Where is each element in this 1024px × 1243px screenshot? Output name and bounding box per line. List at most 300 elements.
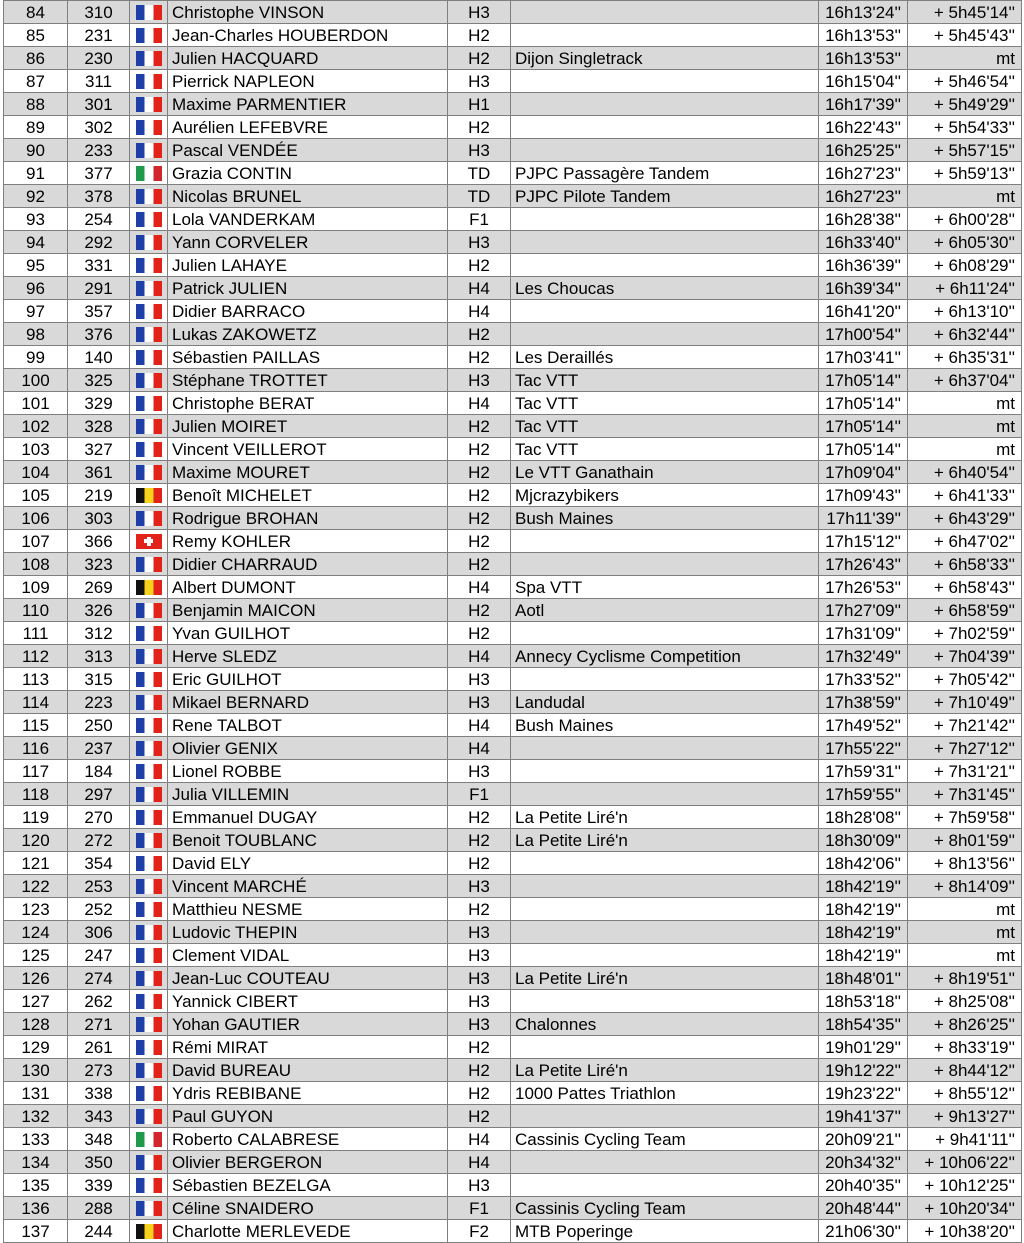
bib-cell: 233 bbox=[68, 139, 130, 162]
rider-name-cell: Yvan GUILHOT bbox=[168, 622, 448, 645]
category-cell: H4 bbox=[448, 300, 511, 323]
table-row bbox=[4, 921, 1022, 944]
time-cell: 16h41'20'' bbox=[819, 300, 908, 323]
time-cell: 18h28'08'' bbox=[819, 806, 908, 829]
club-cell bbox=[511, 875, 819, 898]
flag-cell bbox=[130, 944, 168, 967]
rank-cell: 112 bbox=[4, 645, 68, 668]
gap-cell: + 5h45'43'' bbox=[908, 24, 1022, 47]
rider-name-cell: Herve SLEDZ bbox=[168, 645, 448, 668]
gap-cell: + 7h21'42'' bbox=[908, 714, 1022, 737]
table-row bbox=[4, 93, 1022, 116]
flag-fr-icon bbox=[136, 1017, 162, 1032]
rank-cell: 116 bbox=[4, 737, 68, 760]
bib-cell: 223 bbox=[68, 691, 130, 714]
time-cell: 18h42'19'' bbox=[819, 875, 908, 898]
club-cell bbox=[511, 921, 819, 944]
time-cell: 17h49'52'' bbox=[819, 714, 908, 737]
club-cell bbox=[511, 254, 819, 277]
table-row bbox=[4, 24, 1022, 47]
bib-cell: 354 bbox=[68, 852, 130, 875]
flag-fr-icon bbox=[136, 442, 162, 457]
flag-fr-icon bbox=[136, 971, 162, 986]
bib-cell: 306 bbox=[68, 921, 130, 944]
bib-cell: 348 bbox=[68, 1128, 130, 1151]
rider-name-cell: Didier CHARRAUD bbox=[168, 553, 448, 576]
rider-name-cell: Yannick CIBERT bbox=[168, 990, 448, 1013]
club-cell bbox=[511, 760, 819, 783]
bib-cell: 244 bbox=[68, 1220, 130, 1243]
table-row bbox=[4, 438, 1022, 461]
category-cell: H3 bbox=[448, 1, 511, 24]
category-cell: H3 bbox=[448, 70, 511, 93]
flag-be-icon bbox=[136, 580, 162, 595]
rider-name-cell: David ELY bbox=[168, 852, 448, 875]
rank-cell: 95 bbox=[4, 254, 68, 277]
flag-fr-icon bbox=[136, 74, 162, 89]
flag-cell bbox=[130, 438, 168, 461]
time-cell: 17h05'14'' bbox=[819, 438, 908, 461]
club-cell: La Petite Liré'n bbox=[511, 829, 819, 852]
flag-cell bbox=[130, 323, 168, 346]
rider-name-cell: David BUREAU bbox=[168, 1059, 448, 1082]
flag-fr-icon bbox=[136, 718, 162, 733]
flag-fr-icon bbox=[136, 419, 162, 434]
table-row bbox=[4, 553, 1022, 576]
flag-fr-icon bbox=[136, 994, 162, 1009]
gap-cell: + 6h41'33'' bbox=[908, 484, 1022, 507]
rider-name-cell: Christophe BERAT bbox=[168, 392, 448, 415]
rider-name-cell: Mikael BERNARD bbox=[168, 691, 448, 714]
rank-cell: 117 bbox=[4, 760, 68, 783]
time-cell: 16h27'23'' bbox=[819, 185, 908, 208]
bib-cell: 292 bbox=[68, 231, 130, 254]
flag-cell bbox=[130, 852, 168, 875]
bib-cell: 274 bbox=[68, 967, 130, 990]
flag-cell bbox=[130, 24, 168, 47]
bib-cell: 291 bbox=[68, 277, 130, 300]
gap-cell: + 8h44'12'' bbox=[908, 1059, 1022, 1082]
bib-cell: 366 bbox=[68, 530, 130, 553]
rider-name-cell: Vincent VEILLEROT bbox=[168, 438, 448, 461]
table-row bbox=[4, 645, 1022, 668]
rank-cell: 108 bbox=[4, 553, 68, 576]
category-cell: H3 bbox=[448, 967, 511, 990]
club-cell: Cassinis Cycling Team bbox=[511, 1128, 819, 1151]
bib-cell: 323 bbox=[68, 553, 130, 576]
time-cell: 18h48'01'' bbox=[819, 967, 908, 990]
club-cell bbox=[511, 323, 819, 346]
gap-cell: + 8h33'19'' bbox=[908, 1036, 1022, 1059]
table-row bbox=[4, 668, 1022, 691]
time-cell: 21h06'30'' bbox=[819, 1220, 908, 1243]
table-row bbox=[4, 415, 1022, 438]
gap-cell: + 8h55'12'' bbox=[908, 1082, 1022, 1105]
flag-fr-icon bbox=[136, 281, 162, 296]
club-cell bbox=[511, 70, 819, 93]
flag-fr-icon bbox=[136, 1086, 162, 1101]
bib-cell: 303 bbox=[68, 507, 130, 530]
gap-cell: + 10h06'22'' bbox=[908, 1151, 1022, 1174]
rank-cell: 100 bbox=[4, 369, 68, 392]
bib-cell: 262 bbox=[68, 990, 130, 1013]
bib-cell: 219 bbox=[68, 484, 130, 507]
rank-cell: 104 bbox=[4, 461, 68, 484]
club-cell bbox=[511, 553, 819, 576]
club-cell bbox=[511, 1, 819, 24]
rank-cell: 115 bbox=[4, 714, 68, 737]
rider-name-cell: Benjamin MAICON bbox=[168, 599, 448, 622]
table-row bbox=[4, 139, 1022, 162]
gap-cell: + 5h54'33'' bbox=[908, 116, 1022, 139]
rider-name-cell: Emmanuel DUGAY bbox=[168, 806, 448, 829]
flag-cell bbox=[130, 300, 168, 323]
flag-cell bbox=[130, 622, 168, 645]
flag-fr-icon bbox=[136, 948, 162, 963]
category-cell: TD bbox=[448, 185, 511, 208]
rider-name-cell: Patrick JULIEN bbox=[168, 277, 448, 300]
club-cell: PJPC Pilote Tandem bbox=[511, 185, 819, 208]
table-row bbox=[4, 277, 1022, 300]
rider-name-cell: Albert DUMONT bbox=[168, 576, 448, 599]
club-cell: Bush Maines bbox=[511, 714, 819, 737]
bib-cell: 184 bbox=[68, 760, 130, 783]
rank-cell: 113 bbox=[4, 668, 68, 691]
time-cell: 16h13'53'' bbox=[819, 47, 908, 70]
category-cell: H2 bbox=[448, 323, 511, 346]
time-cell: 16h28'38'' bbox=[819, 208, 908, 231]
bib-cell: 269 bbox=[68, 576, 130, 599]
flag-fr-icon bbox=[136, 557, 162, 572]
rider-name-cell: Charlotte MERLEVEDE bbox=[168, 1220, 448, 1243]
rider-name-cell: Vincent MARCHÉ bbox=[168, 875, 448, 898]
gap-cell: mt bbox=[908, 921, 1022, 944]
flag-cell bbox=[130, 668, 168, 691]
rank-cell: 120 bbox=[4, 829, 68, 852]
rank-cell: 126 bbox=[4, 967, 68, 990]
bib-cell: 315 bbox=[68, 668, 130, 691]
table-row bbox=[4, 898, 1022, 921]
category-cell: H2 bbox=[448, 898, 511, 921]
flag-cell bbox=[130, 208, 168, 231]
club-cell bbox=[511, 24, 819, 47]
flag-fr-icon bbox=[136, 350, 162, 365]
category-cell: F1 bbox=[448, 783, 511, 806]
time-cell: 16h13'24'' bbox=[819, 1, 908, 24]
bib-cell: 325 bbox=[68, 369, 130, 392]
table-row bbox=[4, 185, 1022, 208]
category-cell: H3 bbox=[448, 1013, 511, 1036]
category-cell: H3 bbox=[448, 944, 511, 967]
rank-cell: 131 bbox=[4, 1082, 68, 1105]
time-cell: 20h34'32'' bbox=[819, 1151, 908, 1174]
category-cell: H3 bbox=[448, 668, 511, 691]
rank-cell: 91 bbox=[4, 162, 68, 185]
flag-cell bbox=[130, 231, 168, 254]
rider-name-cell: Benoît MICHELET bbox=[168, 484, 448, 507]
club-cell: Les Choucas bbox=[511, 277, 819, 300]
bib-cell: 326 bbox=[68, 599, 130, 622]
rider-name-cell: Remy KOHLER bbox=[168, 530, 448, 553]
time-cell: 20h40'35'' bbox=[819, 1174, 908, 1197]
flag-cell bbox=[130, 599, 168, 622]
club-cell: La Petite Liré'n bbox=[511, 806, 819, 829]
flag-fr-icon bbox=[136, 672, 162, 687]
flag-fr-icon bbox=[136, 603, 162, 618]
bib-cell: 271 bbox=[68, 1013, 130, 1036]
table-row bbox=[4, 369, 1022, 392]
table-row bbox=[4, 484, 1022, 507]
gap-cell: + 6h05'30'' bbox=[908, 231, 1022, 254]
rider-name-cell: Yohan GAUTIER bbox=[168, 1013, 448, 1036]
club-cell bbox=[511, 231, 819, 254]
club-cell bbox=[511, 852, 819, 875]
flag-cell bbox=[130, 1059, 168, 1082]
club-cell: Chalonnes bbox=[511, 1013, 819, 1036]
category-cell: F2 bbox=[448, 1220, 511, 1243]
club-cell bbox=[511, 783, 819, 806]
rank-cell: 98 bbox=[4, 323, 68, 346]
time-cell: 18h42'06'' bbox=[819, 852, 908, 875]
category-cell: H4 bbox=[448, 392, 511, 415]
rank-cell: 107 bbox=[4, 530, 68, 553]
rider-name-cell: Christophe VINSON bbox=[168, 1, 448, 24]
flag-fr-icon bbox=[136, 856, 162, 871]
bib-cell: 273 bbox=[68, 1059, 130, 1082]
club-cell bbox=[511, 1036, 819, 1059]
flag-fr-icon bbox=[136, 143, 162, 158]
flag-cell bbox=[130, 553, 168, 576]
table-row bbox=[4, 392, 1022, 415]
flag-cell bbox=[130, 1174, 168, 1197]
category-cell: H3 bbox=[448, 760, 511, 783]
club-cell: Les Deraillés bbox=[511, 346, 819, 369]
table-row bbox=[4, 1128, 1022, 1151]
category-cell: H3 bbox=[448, 691, 511, 714]
rider-name-cell: Olivier BERGERON bbox=[168, 1151, 448, 1174]
flag-fr-icon bbox=[136, 741, 162, 756]
flag-fr-icon bbox=[136, 1109, 162, 1124]
club-cell bbox=[511, 1105, 819, 1128]
time-cell: 17h59'55'' bbox=[819, 783, 908, 806]
bib-cell: 313 bbox=[68, 645, 130, 668]
time-cell: 18h42'19'' bbox=[819, 921, 908, 944]
club-cell: Bush Maines bbox=[511, 507, 819, 530]
flag-cell bbox=[130, 346, 168, 369]
gap-cell: mt bbox=[908, 392, 1022, 415]
time-cell: 17h33'52'' bbox=[819, 668, 908, 691]
table-row bbox=[4, 507, 1022, 530]
table-row bbox=[4, 1059, 1022, 1082]
rider-name-cell: Pierrick NAPLEON bbox=[168, 70, 448, 93]
club-cell bbox=[511, 898, 819, 921]
club-cell: Landudal bbox=[511, 691, 819, 714]
flag-be-icon bbox=[136, 1224, 162, 1239]
flag-fr-icon bbox=[136, 396, 162, 411]
flag-cell bbox=[130, 369, 168, 392]
gap-cell: + 8h25'08'' bbox=[908, 990, 1022, 1013]
bib-cell: 272 bbox=[68, 829, 130, 852]
rider-name-cell: Paul GUYON bbox=[168, 1105, 448, 1128]
gap-cell: + 5h45'14'' bbox=[908, 1, 1022, 24]
flag-cell bbox=[130, 484, 168, 507]
time-cell: 16h15'04'' bbox=[819, 70, 908, 93]
table-row bbox=[4, 162, 1022, 185]
category-cell: H2 bbox=[448, 507, 511, 530]
category-cell: H3 bbox=[448, 231, 511, 254]
flag-fr-icon bbox=[136, 833, 162, 848]
flag-cell bbox=[130, 760, 168, 783]
rank-cell: 86 bbox=[4, 47, 68, 70]
category-cell: H3 bbox=[448, 921, 511, 944]
rank-cell: 106 bbox=[4, 507, 68, 530]
rank-cell: 103 bbox=[4, 438, 68, 461]
flag-cell bbox=[130, 277, 168, 300]
flag-cell bbox=[130, 70, 168, 93]
table-row bbox=[4, 116, 1022, 139]
flag-cell bbox=[130, 783, 168, 806]
table-row bbox=[4, 967, 1022, 990]
gap-cell: + 5h59'13'' bbox=[908, 162, 1022, 185]
club-cell: 1000 Pattes Triathlon bbox=[511, 1082, 819, 1105]
time-cell: 17h27'09'' bbox=[819, 599, 908, 622]
rider-name-cell: Pascal VENDÉE bbox=[168, 139, 448, 162]
table-row bbox=[4, 1036, 1022, 1059]
flag-fr-icon bbox=[136, 1155, 162, 1170]
table-row bbox=[4, 944, 1022, 967]
rank-cell: 135 bbox=[4, 1174, 68, 1197]
table-row bbox=[4, 829, 1022, 852]
rider-name-cell: Rodrigue BROHAN bbox=[168, 507, 448, 530]
club-cell bbox=[511, 300, 819, 323]
flag-cell bbox=[130, 507, 168, 530]
category-cell: H4 bbox=[448, 737, 511, 760]
flag-fr-icon bbox=[136, 97, 162, 112]
rank-cell: 111 bbox=[4, 622, 68, 645]
bib-cell: 361 bbox=[68, 461, 130, 484]
table-row bbox=[4, 1082, 1022, 1105]
flag-it-icon bbox=[136, 1132, 162, 1147]
bib-cell: 270 bbox=[68, 806, 130, 829]
category-cell: H2 bbox=[448, 1105, 511, 1128]
results-table bbox=[3, 0, 1022, 1243]
category-cell: H2 bbox=[448, 1082, 511, 1105]
gap-cell: + 6h11'24'' bbox=[908, 277, 1022, 300]
flag-fr-icon bbox=[136, 28, 162, 43]
gap-cell: + 8h14'09'' bbox=[908, 875, 1022, 898]
rank-cell: 121 bbox=[4, 852, 68, 875]
flag-fr-icon bbox=[136, 902, 162, 917]
category-cell: H2 bbox=[448, 852, 511, 875]
club-cell: Tac VTT bbox=[511, 415, 819, 438]
rank-cell: 90 bbox=[4, 139, 68, 162]
club-cell bbox=[511, 1174, 819, 1197]
time-cell: 17h32'49'' bbox=[819, 645, 908, 668]
rank-cell: 129 bbox=[4, 1036, 68, 1059]
rank-cell: 122 bbox=[4, 875, 68, 898]
flag-fr-icon bbox=[136, 120, 162, 135]
table-row bbox=[4, 852, 1022, 875]
flag-fr-icon bbox=[136, 258, 162, 273]
bib-cell: 252 bbox=[68, 898, 130, 921]
category-cell: H2 bbox=[448, 1036, 511, 1059]
flag-fr-icon bbox=[136, 304, 162, 319]
club-cell: La Petite Liré'n bbox=[511, 1059, 819, 1082]
table-row bbox=[4, 1174, 1022, 1197]
category-cell: H3 bbox=[448, 1174, 511, 1197]
table-row bbox=[4, 530, 1022, 553]
gap-cell: + 8h19'51'' bbox=[908, 967, 1022, 990]
time-cell: 17h59'31'' bbox=[819, 760, 908, 783]
club-cell: Cassinis Cycling Team bbox=[511, 1197, 819, 1220]
rider-name-cell: Lukas ZAKOWETZ bbox=[168, 323, 448, 346]
rider-name-cell: Benoit TOUBLANC bbox=[168, 829, 448, 852]
flag-fr-icon bbox=[136, 51, 162, 66]
bib-cell: 253 bbox=[68, 875, 130, 898]
gap-cell: + 5h49'29'' bbox=[908, 93, 1022, 116]
category-cell: H2 bbox=[448, 599, 511, 622]
club-cell: Tac VTT bbox=[511, 392, 819, 415]
time-cell: 16h17'39'' bbox=[819, 93, 908, 116]
bib-cell: 261 bbox=[68, 1036, 130, 1059]
gap-cell: mt bbox=[908, 47, 1022, 70]
rider-name-cell: Stéphane TROTTET bbox=[168, 369, 448, 392]
gap-cell: + 9h41'11'' bbox=[908, 1128, 1022, 1151]
table-row bbox=[4, 875, 1022, 898]
table-row bbox=[4, 783, 1022, 806]
bib-cell: 254 bbox=[68, 208, 130, 231]
gap-cell: + 8h01'59'' bbox=[908, 829, 1022, 852]
category-cell: H4 bbox=[448, 1128, 511, 1151]
bib-cell: 310 bbox=[68, 1, 130, 24]
flag-fr-icon bbox=[136, 1040, 162, 1055]
flag-fr-icon bbox=[136, 327, 162, 342]
table-row bbox=[4, 990, 1022, 1013]
rider-name-cell: Clement VIDAL bbox=[168, 944, 448, 967]
gap-cell: + 10h38'20'' bbox=[908, 1220, 1022, 1243]
flag-cell bbox=[130, 162, 168, 185]
gap-cell: mt bbox=[908, 438, 1022, 461]
time-cell: 20h09'21'' bbox=[819, 1128, 908, 1151]
flag-fr-icon bbox=[136, 212, 162, 227]
rider-name-cell: Nicolas BRUNEL bbox=[168, 185, 448, 208]
rider-name-cell: Ydris REBIBANE bbox=[168, 1082, 448, 1105]
flag-cell bbox=[130, 47, 168, 70]
flag-cell bbox=[130, 1151, 168, 1174]
bib-cell: 231 bbox=[68, 24, 130, 47]
flag-fr-icon bbox=[136, 465, 162, 480]
gap-cell: + 7h05'42'' bbox=[908, 668, 1022, 691]
gap-cell: + 7h31'21'' bbox=[908, 760, 1022, 783]
category-cell: H2 bbox=[448, 461, 511, 484]
table-row bbox=[4, 1197, 1022, 1220]
gap-cell: + 7h02'59'' bbox=[908, 622, 1022, 645]
bib-cell: 297 bbox=[68, 783, 130, 806]
club-cell: Mjcrazybikers bbox=[511, 484, 819, 507]
flag-fr-icon bbox=[136, 810, 162, 825]
gap-cell: + 6h32'44'' bbox=[908, 323, 1022, 346]
bib-cell: 247 bbox=[68, 944, 130, 967]
bib-cell: 328 bbox=[68, 415, 130, 438]
flag-cell bbox=[130, 530, 168, 553]
rider-name-cell: Ludovic THEPIN bbox=[168, 921, 448, 944]
rank-cell: 87 bbox=[4, 70, 68, 93]
rank-cell: 128 bbox=[4, 1013, 68, 1036]
table-row bbox=[4, 254, 1022, 277]
time-cell: 16h27'23'' bbox=[819, 162, 908, 185]
club-cell bbox=[511, 530, 819, 553]
category-cell: TD bbox=[448, 162, 511, 185]
